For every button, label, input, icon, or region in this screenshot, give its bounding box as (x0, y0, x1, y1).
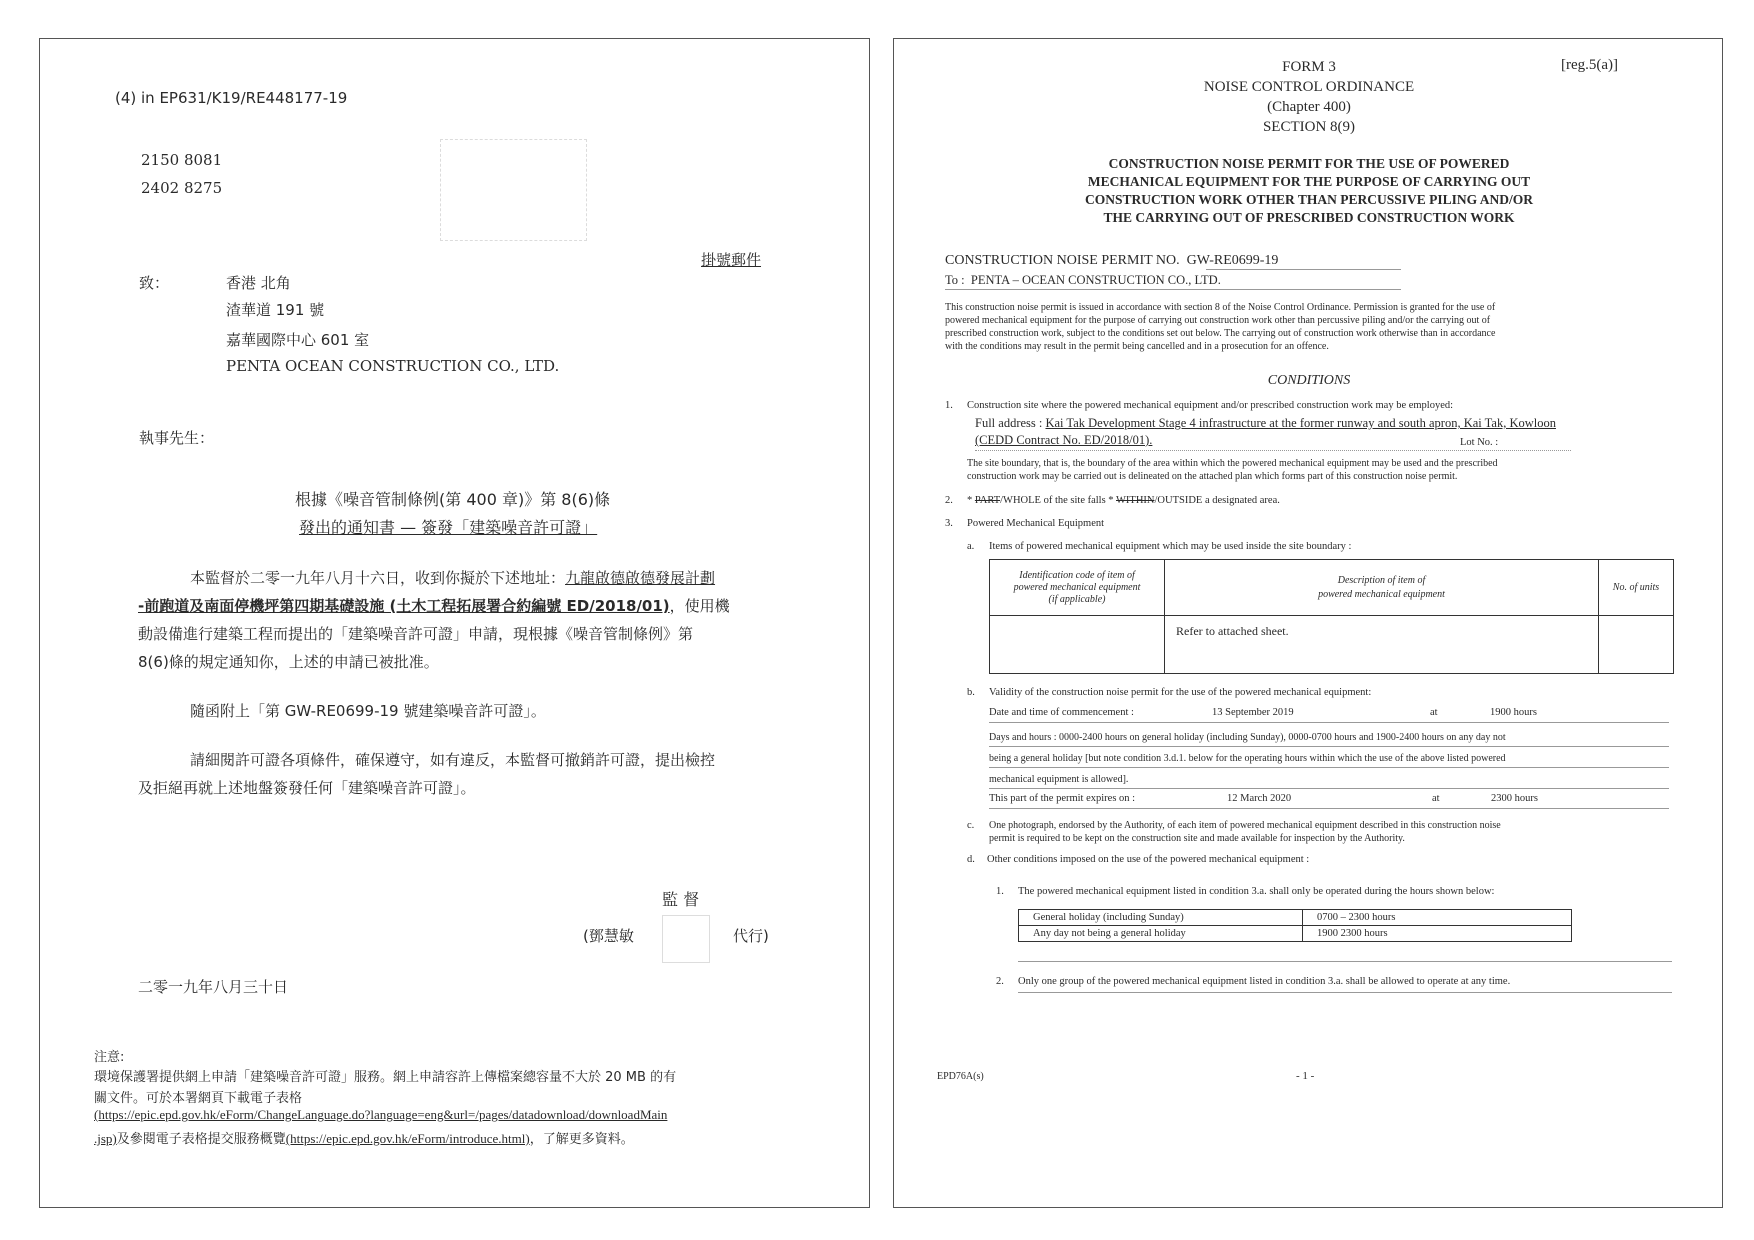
permit-intro (945, 301, 1495, 353)
th2-line-1: Description of item of (1337, 574, 1426, 586)
note-line-2: 關文件。可於本署網頁下載電子表格 (94, 1091, 303, 1106)
boundary-line-2: construction work may be carried out is delineated on the attached plan which forms part of this construction noise permit. (967, 471, 1458, 482)
permit-number-row (945, 253, 1278, 269)
condition-d2-rule (1018, 992, 1672, 993)
days-and-hours (989, 727, 1506, 790)
eform-download-link[interactable]: (https://epic.epd.gov.hk/eForm/ChangeLanguage.do?language=eng&url=/pages/datadownload/downloadMain (94, 1107, 668, 1122)
paragraph-1-line-2 (138, 595, 730, 616)
conditions-heading: CONDITIONS (1267, 373, 1351, 388)
addressee-line (945, 289, 1401, 290)
permit-title-line-1: CONSTRUCTION NOISE PERMIT FOR THE USE OF POWERED (1108, 156, 1510, 171)
commencement-label: Date and time of commencement : (989, 707, 1134, 718)
chapter-number: (Chapter 400) (1267, 99, 1351, 115)
c2-asterisk: * (967, 495, 975, 506)
th1-line-1: Identification code of item of (1019, 569, 1135, 581)
addressee-row (945, 273, 1221, 288)
operating-day: Any day not being a general holiday (1019, 926, 1303, 942)
operating-hours-row (1019, 926, 1572, 942)
paragraph-3-line-2: 及拒絕再就上述地盤簽發任何「建築噪音許可證」。 (138, 779, 476, 797)
days-line-3: mechanical equipment is allowed]. (989, 774, 1129, 785)
condition-3c-text (989, 819, 1501, 845)
to-label: To : (945, 273, 965, 287)
condition-1-number: 1. (945, 400, 953, 411)
site-address-continued: -前跑道及南面停機坪第四期基礎設施 (土木工程拓展署合約編號 ED/2018/01) (138, 597, 670, 615)
signatory-suffix: 代行) (733, 927, 769, 945)
intro-line-4: with the conditions may result in the permit being cancelled and in a prosecution for an offence. (945, 341, 1329, 352)
site-address-underlined: 九龍啟德啟德發展計劃 (565, 569, 716, 587)
c2-struck-within: WITHIN (1116, 495, 1155, 506)
full-address-value-2: (CEDD Contract No. ED/2018/01). (975, 433, 1153, 447)
paragraph-1-text-2: ，使用機 (669, 597, 730, 615)
condition-3-text: Powered Mechanical Equipment (967, 518, 1105, 529)
reference-number: (4) in EP631/K19/RE448177-19 (115, 89, 348, 107)
cell-number-of-units (1599, 616, 1674, 674)
condition-3a-number: a. (967, 541, 975, 552)
boundary-line-1: The site boundary, that is, the boundary of the area within which the powered mechanical equipment may be used and the prescribed (967, 458, 1498, 469)
faded-stamp (440, 139, 587, 241)
c2-struck-part: PART (974, 495, 1001, 506)
full-address-label: Full address : (975, 416, 1043, 430)
equipment-table-header (990, 560, 1674, 616)
condition-3d-text: Other conditions imposed on the use of the powered mechanical equipment : (987, 854, 1310, 865)
ordinance-name: NOISE CONTROL ORDINANCE (1203, 79, 1415, 95)
hours-table-rule (1018, 961, 1672, 962)
operating-day: General holiday (including Sunday) (1019, 910, 1303, 926)
note-line-4 (94, 1128, 634, 1147)
expiry-time: 2300 hours (1491, 793, 1538, 804)
permit-title-line-2: MECHANICAL EQUIPMENT FOR THE PURPOSE OF CARRYING OUT (1087, 174, 1531, 189)
permit-number-label: CONSTRUCTION NOISE PERMIT NO. (945, 253, 1180, 268)
condition-2-number: 2. (945, 495, 953, 506)
days-line-2: being a general holiday [but note condition 3.d.1. below for the operating hours within which the use of the above listed powered (989, 753, 1506, 764)
condition-3d-number: d. (967, 854, 975, 865)
operating-time: 1900 2300 hours (1303, 926, 1572, 942)
operating-hours-body (1019, 910, 1572, 942)
to-label: 致： (139, 274, 170, 292)
cell-identification-code (990, 616, 1165, 674)
letter-date: 二零一九年八月三十日 (138, 978, 289, 996)
form-code: EPD76A(s) (937, 1071, 984, 1082)
address-line-2: 渣華道 191 號 (226, 301, 325, 319)
note-text: 及參閱電子表格提交服務概覽 (116, 1132, 286, 1147)
header-identification-code (990, 560, 1165, 616)
th1-line-2: powered mechanical equipment (1013, 581, 1141, 593)
days-line-1: Days and hours : 0000-2400 hours on general holiday (including Sunday), 0000-0700 hours and 1900-2400 hours on any day not (989, 732, 1506, 743)
telephone-1: 2150 8081 (141, 151, 223, 169)
signatory-name: (鄧慧敏 (583, 927, 634, 945)
operating-time: 0700 – 2300 hours (1303, 910, 1572, 926)
at-label-2: at (1432, 793, 1440, 804)
condition-3-number: 3. (945, 518, 953, 529)
expiry-date: 12 March 2020 (1227, 793, 1292, 804)
paragraph-1-text: 本監督於二零一九年八月十六日，收到你擬於下述地址： (190, 569, 566, 587)
intro-line-2: powered mechanical equipment for the purpose of carrying out construction work other than percussive piling and/or the carrying out of (945, 315, 1491, 326)
address-dotted-line (975, 450, 1571, 451)
notice-heading-line-1: 根據《噪音管制條例(第 400 章)》第 8(6)條 (295, 490, 611, 509)
condition-d2-text: Only one group of the powered mechanical equipment listed in condition 3.a. shall be allowed to operate at any time. (1018, 976, 1511, 987)
header-number-of-units: No. of units (1599, 560, 1674, 616)
lot-number-label: Lot No. : (1460, 437, 1499, 448)
equipment-table (989, 559, 1674, 674)
operating-hours-table (1018, 909, 1572, 942)
condition-3a-text: Items of powered mechanical equipment which may be used inside the site boundary : (989, 541, 1352, 552)
addressee-name: PENTA – OCEAN CONSTRUCTION CO., LTD. (970, 273, 1221, 287)
signature-seal (662, 915, 710, 963)
commencement-time: 1900 hours (1490, 707, 1537, 718)
site-boundary-text (967, 457, 1498, 483)
header-description (1165, 560, 1599, 616)
address-line-3: 嘉華國際中心 601 室 (226, 331, 370, 349)
equipment-table-row (990, 616, 1674, 674)
paragraph-1-line-4: 8(6)條的規定通知你，上述的申請已被批准。 (138, 653, 439, 671)
address-line-1: 香港 北角 (226, 274, 291, 292)
paragraph-3-line-1: 請細閱許可證各項條件，確保遵守，如有違反，本監督可撤銷許可證，提出檢控 (190, 751, 716, 769)
paragraph-2: 隨函附上「第 GW-RE0699-19 號建築噪音許可證」。 (190, 702, 546, 720)
c2-whole: /WHOLE of the site falls * (1000, 495, 1116, 506)
address-line-4: PENTA OCEAN CONSTRUCTION CO., LTD. (226, 357, 560, 375)
page-number: - 1 - (1296, 1070, 1315, 1082)
days-line-rule-2 (989, 767, 1669, 768)
cell-description: Refer to attached sheet. (1165, 616, 1599, 674)
regulation-ref: [reg.5(a)] (1561, 57, 1619, 73)
salutation: 執事先生： (139, 429, 215, 447)
permit-title-line-4: THE CARRYING OUT OF PRESCRIBED CONSTRUCTION WORK (1103, 210, 1515, 225)
supervisor-title: 監 督 (662, 890, 700, 909)
construction-noise-permit-page (893, 38, 1723, 1208)
condition-3c-number: c. (967, 820, 975, 831)
condition-3b-text: Validity of the construction noise permit for the use of the powered mechanical equipment: (989, 687, 1372, 698)
condition-1-text: Construction site where the powered mechanical equipment and/or prescribed construction work may be employed: (967, 400, 1454, 411)
condition-d1-text: The powered mechanical equipment listed in condition 3.a. shall only be operated during the hours shown below: (1018, 886, 1495, 897)
permit-number: GW-RE0699-19 (1186, 253, 1279, 268)
at-label-1: at (1430, 707, 1438, 718)
full-address-value: Kai Tak Development Stage 4 infrastructure at the former runway and south apron, Kai Tak, Kowloon (1045, 416, 1556, 430)
commencement-date: 13 September 2019 (1212, 707, 1294, 718)
section-number: SECTION 8(9) (1262, 119, 1356, 135)
paragraph-1-line-3: 動設備進行建築工程而提出的「建築噪音許可證」申請，現根據《噪音管制條例》第 (138, 625, 694, 643)
c3c-line-2: permit is required to be kept on the construction site and made available for inspection by the Authority. (989, 833, 1405, 844)
c2-outside: /OUTSIDE a designated area. (1154, 495, 1280, 506)
note-line-1: 環境保護署提供網上申請「建築噪音許可證」服務。網上申請容許上傳檔案總容量不大於 20 MB 的有 (94, 1070, 677, 1085)
commencement-line (989, 722, 1669, 723)
condition-3b-number: b. (967, 687, 975, 698)
notice-letter-page (39, 38, 870, 1208)
intro-line-3: prescribed construction work, subject to the conditions set out below. The carrying out of construction work otherwise than in accordance (945, 328, 1496, 339)
form-number: FORM 3 (1282, 59, 1336, 75)
days-line-rule-3 (989, 788, 1669, 789)
th1-line-3: (if applicable) (1048, 593, 1106, 605)
paragraph-1-line-1 (190, 567, 715, 588)
expiry-line (989, 808, 1669, 809)
permit-title-line-3: CONSTRUCTION WORK OTHER THAN PERCUSSIVE PILING AND/OR (1084, 192, 1534, 207)
condition-d2-number: 2. (996, 976, 1004, 987)
note-label: 注意: (94, 1050, 125, 1065)
days-line-rule-1 (989, 746, 1669, 747)
note-text-end: ，了解更多資料。 (529, 1132, 634, 1147)
permit-title (894, 155, 1724, 227)
permit-number-line (1206, 269, 1401, 270)
expiry-label: This part of the permit expires on : (989, 793, 1136, 804)
telephone-2: 2402 8275 (141, 179, 223, 197)
condition-2-text (967, 495, 1280, 506)
intro-line-1: This construction noise permit is issued in accordance with section 8 of the Noise Control Ordinance. Permission is granted for the use of (945, 302, 1496, 313)
operating-hours-row (1019, 910, 1572, 926)
eform-download-link-end[interactable]: .jsp) (94, 1131, 117, 1146)
registered-mail-label: 掛號郵件 (701, 251, 762, 269)
c3c-line-1: One photograph, endorsed by the Authority, of each item of powered mechanical equipment described in this construction noise (989, 820, 1501, 831)
condition-d1-number: 1. (996, 886, 1004, 897)
th2-line-2: powered mechanical equipment (1318, 588, 1445, 600)
notice-heading-line-2: 發出的通知書 — 簽發「建築噪音許可證」 (299, 518, 598, 537)
full-address-row (975, 416, 1556, 431)
eform-intro-link[interactable]: (https://epic.epd.gov.hk/eForm/introduce.html) (285, 1131, 530, 1146)
